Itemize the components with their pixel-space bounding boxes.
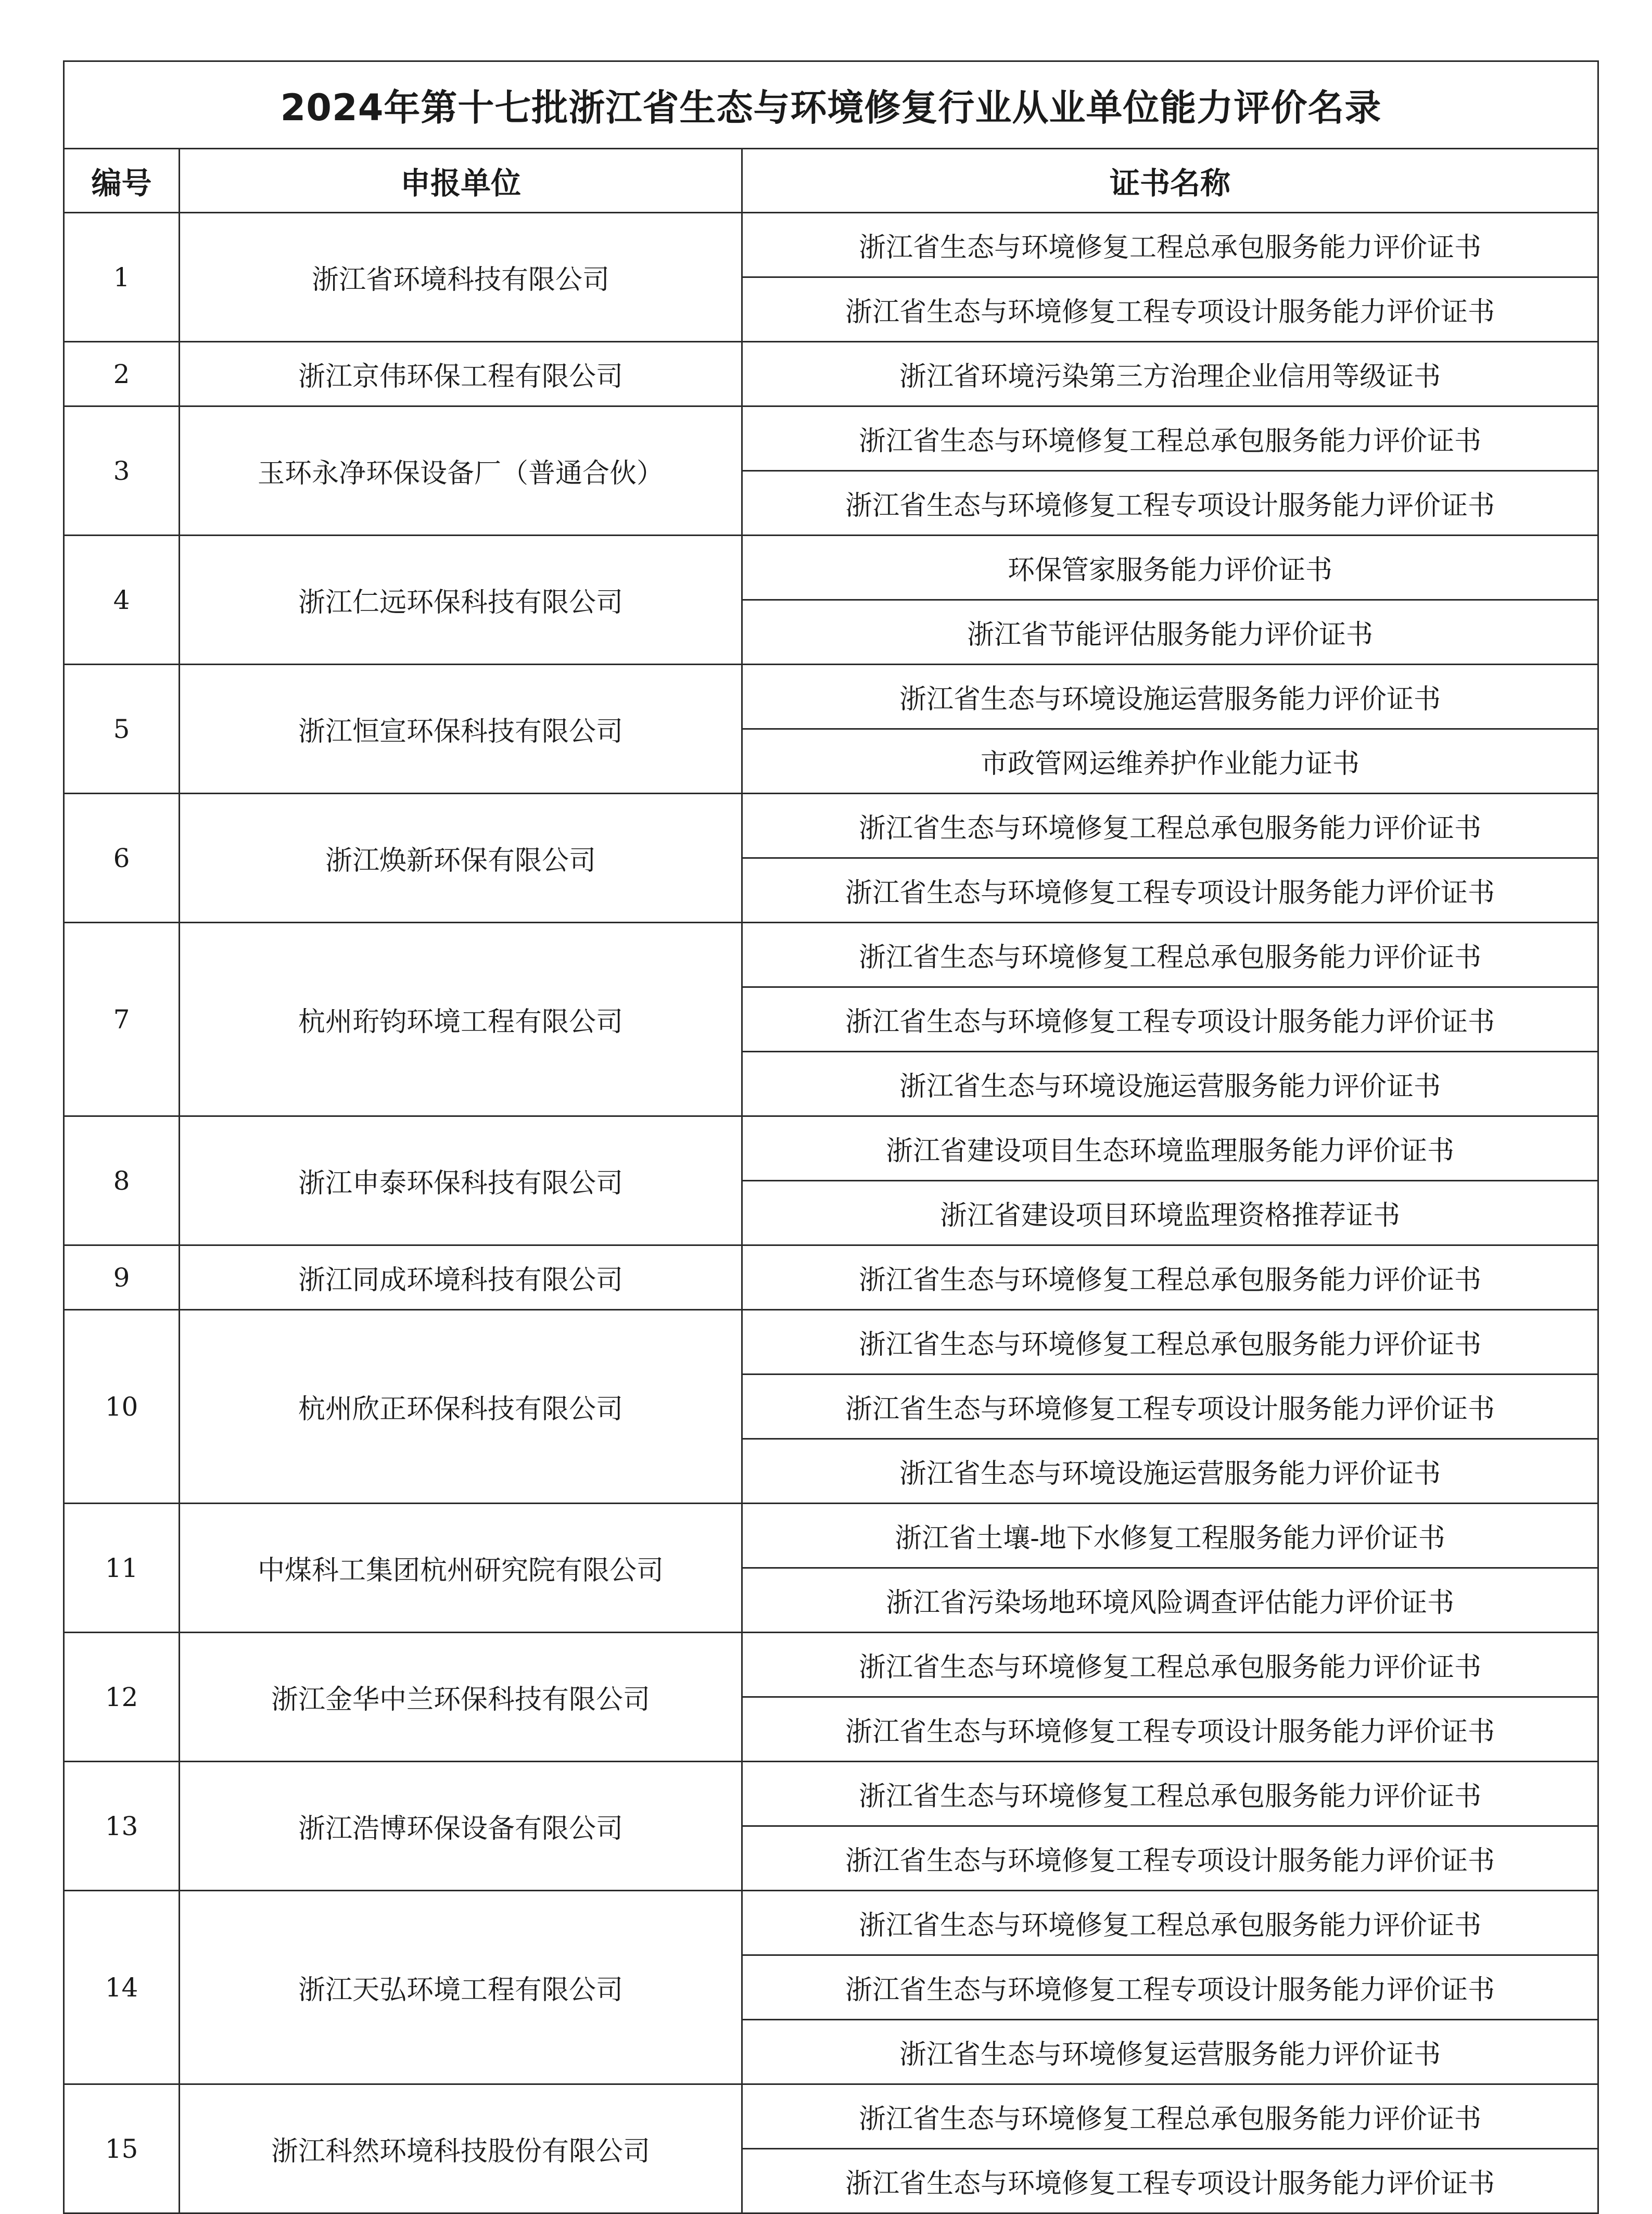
table-row	[64, 213, 1598, 277]
applicant-unit: 浙江申泰环保科技有限公司	[180, 1116, 742, 1245]
header-row	[64, 149, 1598, 213]
certificate-name: 市政管网运维养护作业能力证书	[742, 729, 1598, 794]
certificate-name: 浙江省生态与环境修复工程总承包服务能力评价证书	[742, 1310, 1598, 1375]
row-number: 4	[64, 536, 180, 665]
title-row	[64, 61, 1598, 149]
certificate-name: 浙江省生态与环境设施运营服务能力评价证书	[742, 665, 1598, 729]
certificate-name: 浙江省生态与环境修复工程总承包服务能力评价证书	[742, 1633, 1598, 1697]
certificate-name: 浙江省生态与环境修复工程总承包服务能力评价证书	[742, 794, 1598, 858]
certificate-name: 浙江省环境污染第三方治理企业信用等级证书	[742, 342, 1598, 406]
certificate-name: 浙江省生态与环境修复工程总承包服务能力评价证书	[742, 923, 1598, 987]
certificate-name: 浙江省生态与环境设施运营服务能力评价证书	[742, 1439, 1598, 1504]
table-row	[64, 1504, 1598, 1568]
applicant-unit: 浙江京伟环保工程有限公司	[180, 342, 742, 406]
certificate-name: 浙江省生态与环境修复工程专项设计服务能力评价证书	[742, 1375, 1598, 1439]
certificate-name: 浙江省生态与环境修复工程总承包服务能力评价证书	[742, 406, 1598, 471]
table-row	[64, 1310, 1598, 1375]
applicant-unit: 玉环永净环保设备厂（普通合伙）	[180, 406, 742, 536]
applicant-unit: 浙江同成环境科技有限公司	[180, 1245, 742, 1310]
row-number: 1	[64, 213, 180, 342]
applicant-unit: 浙江科然环境科技股份有限公司	[180, 2084, 742, 2213]
row-number: 7	[64, 923, 180, 1116]
certificate-name: 浙江省建设项目生态环境监理服务能力评价证书	[742, 1116, 1598, 1181]
applicant-unit: 杭州欣正环保科技有限公司	[180, 1310, 742, 1504]
row-number: 5	[64, 665, 180, 794]
certificate-name: 浙江省生态与环境修复工程专项设计服务能力评价证书	[742, 277, 1598, 342]
row-number: 2	[64, 342, 180, 406]
applicant-unit: 中煤科工集团杭州研究院有限公司	[180, 1504, 742, 1633]
applicant-unit: 浙江天弘环境工程有限公司	[180, 1891, 742, 2084]
table-row	[64, 1762, 1598, 1826]
applicant-unit: 浙江金华中兰环保科技有限公司	[180, 1633, 742, 1762]
table-row	[64, 1633, 1598, 1697]
table-row	[64, 342, 1598, 406]
applicant-unit: 浙江焕新环保有限公司	[180, 794, 742, 923]
certificate-name: 浙江省生态与环境修复工程专项设计服务能力评价证书	[742, 1955, 1598, 2020]
table-row	[64, 794, 1598, 858]
column-header-number: 编号	[64, 149, 180, 213]
table-body	[64, 213, 1598, 2213]
certificate-name: 浙江省污染场地环境风险调查评估能力评价证书	[742, 1568, 1598, 1633]
row-number: 11	[64, 1504, 180, 1633]
row-number: 13	[64, 1762, 180, 1891]
document-title: 2024年第十七批浙江省生态与环境修复行业从业单位能力评价名录	[64, 61, 1598, 149]
table-row	[64, 1245, 1598, 1310]
certificate-list-sheet	[63, 60, 1597, 2214]
certificate-name: 环保管家服务能力评价证书	[742, 536, 1598, 600]
applicant-unit: 浙江浩博环保设备有限公司	[180, 1762, 742, 1891]
row-number: 10	[64, 1310, 180, 1504]
table-row	[64, 2084, 1598, 2149]
certificate-list-table	[63, 60, 1599, 2214]
row-number: 9	[64, 1245, 180, 1310]
certificate-name: 浙江省生态与环境修复工程专项设计服务能力评价证书	[742, 1826, 1598, 1891]
column-header-certificate: 证书名称	[742, 149, 1598, 213]
table-row	[64, 536, 1598, 600]
certificate-name: 浙江省建设项目环境监理资格推荐证书	[742, 1181, 1598, 1245]
row-number: 14	[64, 1891, 180, 2084]
certificate-name: 浙江省生态与环境修复工程总承包服务能力评价证书	[742, 213, 1598, 277]
certificate-name: 浙江省土壤-地下水修复工程服务能力评价证书	[742, 1504, 1598, 1568]
certificate-name: 浙江省生态与环境修复工程专项设计服务能力评价证书	[742, 987, 1598, 1052]
certificate-name: 浙江省生态与环境修复工程专项设计服务能力评价证书	[742, 1697, 1598, 1762]
certificate-name: 浙江省生态与环境修复工程专项设计服务能力评价证书	[742, 471, 1598, 536]
certificate-name: 浙江省生态与环境修复工程总承包服务能力评价证书	[742, 1245, 1598, 1310]
row-number: 15	[64, 2084, 180, 2213]
certificate-name: 浙江省生态与环境修复工程总承包服务能力评价证书	[742, 1891, 1598, 1955]
table-row	[64, 665, 1598, 729]
certificate-name: 浙江省生态与环境设施运营服务能力评价证书	[742, 1052, 1598, 1116]
certificate-name: 浙江省生态与环境修复工程总承包服务能力评价证书	[742, 1762, 1598, 1826]
table-row	[64, 1116, 1598, 1181]
applicant-unit: 浙江省环境科技有限公司	[180, 213, 742, 342]
column-header-unit: 申报单位	[180, 149, 742, 213]
row-number: 3	[64, 406, 180, 536]
applicant-unit: 浙江恒宣环保科技有限公司	[180, 665, 742, 794]
row-number: 8	[64, 1116, 180, 1245]
applicant-unit: 浙江仁远环保科技有限公司	[180, 536, 742, 665]
table-row	[64, 923, 1598, 987]
table-row	[64, 406, 1598, 471]
certificate-name: 浙江省生态与环境修复工程专项设计服务能力评价证书	[742, 2149, 1598, 2213]
row-number: 12	[64, 1633, 180, 1762]
table-row	[64, 1891, 1598, 1955]
certificate-name: 浙江省生态与环境修复工程专项设计服务能力评价证书	[742, 858, 1598, 923]
certificate-name: 浙江省节能评估服务能力评价证书	[742, 600, 1598, 665]
applicant-unit: 杭州珩钧环境工程有限公司	[180, 923, 742, 1116]
row-number: 6	[64, 794, 180, 923]
certificate-name: 浙江省生态与环境修复工程总承包服务能力评价证书	[742, 2084, 1598, 2149]
certificate-name: 浙江省生态与环境修复运营服务能力评价证书	[742, 2020, 1598, 2084]
